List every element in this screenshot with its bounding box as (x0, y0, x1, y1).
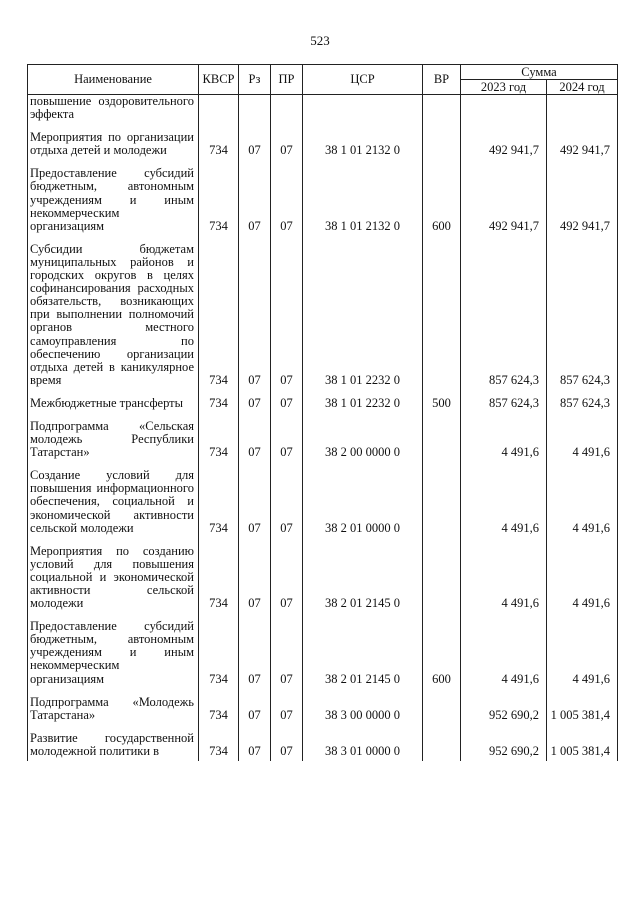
header-sum: Сумма (461, 65, 618, 80)
spacer-cell (461, 236, 547, 243)
spacer-cell (199, 538, 239, 545)
header-name: Наименование (28, 65, 199, 95)
cell-vr (423, 469, 461, 537)
spacer-cell (423, 124, 461, 131)
spacer-cell (199, 462, 239, 469)
page-number: 523 (310, 33, 330, 48)
cell-vr (423, 95, 461, 125)
cell-kvsr: 734 (199, 397, 239, 413)
table-row (28, 696, 618, 725)
spacer-cell (239, 236, 271, 243)
cell-pr: 07 (271, 545, 303, 613)
cell-csr: 38 3 01 0000 0 (303, 732, 423, 761)
cell-vr (423, 732, 461, 761)
spacer-cell (239, 413, 271, 420)
table-row (28, 620, 618, 688)
spacer-cell (271, 689, 303, 696)
cell-s2023: 4 491,6 (461, 620, 547, 688)
header-year-2024: 2024 год (547, 80, 618, 95)
spacer-cell (423, 462, 461, 469)
table-row (28, 131, 618, 160)
cell-s2023: 857 624,3 (461, 243, 547, 390)
cell-s2023: 952 690,2 (461, 732, 547, 761)
cell-s2024: 492 941,7 (547, 131, 618, 160)
spacer-cell (547, 124, 618, 131)
cell-rz: 07 (239, 167, 271, 235)
spacer-cell (461, 413, 547, 420)
cell-kvsr: 734 (199, 167, 239, 235)
spacer-cell (199, 613, 239, 620)
spacer-cell (271, 613, 303, 620)
cell-rz: 07 (239, 732, 271, 761)
cell-kvsr: 734 (199, 469, 239, 537)
spacer-cell (303, 689, 423, 696)
cell-s2023: 4 491,6 (461, 545, 547, 613)
cell-name: Межбюджетные трансферты (28, 397, 199, 413)
cell-name: Развитие государственной молодежной политики в (28, 732, 199, 761)
header-kvsr: КВСР (199, 65, 239, 95)
cell-s2024: 4 491,6 (547, 545, 618, 613)
spacer-cell (303, 538, 423, 545)
table-row (28, 243, 618, 390)
spacer-cell (547, 462, 618, 469)
spacer-cell (271, 124, 303, 131)
cell-s2024: 4 491,6 (547, 420, 618, 462)
cell-pr: 07 (271, 131, 303, 160)
cell-s2024: 857 624,3 (547, 397, 618, 413)
cell-pr (271, 95, 303, 125)
cell-s2024 (547, 95, 618, 125)
spacer-cell (423, 236, 461, 243)
cell-csr (303, 95, 423, 125)
cell-vr (423, 696, 461, 725)
cell-name: Мероприятия по организации отдыха детей и молодежи (28, 131, 199, 160)
spacer-cell (303, 124, 423, 131)
cell-name: Мероприятия по созданию условий для повышения социальной и экономической активности сельской молодежи (28, 545, 199, 613)
cell-csr: 38 2 01 2145 0 (303, 620, 423, 688)
spacer-cell (303, 236, 423, 243)
table-row (28, 420, 618, 462)
cell-pr: 07 (271, 397, 303, 413)
cell-rz (239, 95, 271, 125)
header-vr: ВР (423, 65, 461, 95)
cell-s2024: 1 005 381,4 (547, 696, 618, 725)
cell-kvsr: 734 (199, 131, 239, 160)
cell-csr: 38 2 00 0000 0 (303, 420, 423, 462)
cell-kvsr: 734 (199, 420, 239, 462)
spacer-cell (271, 725, 303, 732)
spacer-cell (199, 236, 239, 243)
spacer-cell (239, 160, 271, 167)
spacer-cell (271, 236, 303, 243)
spacer-cell (423, 725, 461, 732)
cell-rz: 07 (239, 469, 271, 537)
cell-s2023: 857 624,3 (461, 397, 547, 413)
table-row (28, 545, 618, 613)
cell-pr: 07 (271, 469, 303, 537)
cell-rz: 07 (239, 545, 271, 613)
cell-rz: 07 (239, 620, 271, 688)
spacer-cell (199, 689, 239, 696)
cell-s2024: 4 491,6 (547, 469, 618, 537)
spacer-cell (423, 160, 461, 167)
spacer-cell (303, 160, 423, 167)
cell-csr: 38 2 01 2145 0 (303, 545, 423, 613)
spacer-cell (271, 160, 303, 167)
cell-vr (423, 131, 461, 160)
cell-name: Подпрограмма «Молодежь Татарстана» (28, 696, 199, 725)
spacer-cell (271, 462, 303, 469)
cell-pr: 07 (271, 696, 303, 725)
cell-s2023: 4 491,6 (461, 469, 547, 537)
cell-s2024: 4 491,6 (547, 620, 618, 688)
spacer-cell (239, 462, 271, 469)
cell-pr: 07 (271, 732, 303, 761)
cell-s2023: 952 690,2 (461, 696, 547, 725)
cell-name: Подпрограмма «Сельская молодежь Республики Татарстан» (28, 420, 199, 462)
cell-s2023 (461, 95, 547, 125)
spacer-cell (423, 689, 461, 696)
table-header (28, 65, 618, 95)
spacer-cell (199, 124, 239, 131)
spacer-cell (423, 613, 461, 620)
table-row (28, 732, 618, 761)
cell-kvsr: 734 (199, 732, 239, 761)
table-row (28, 167, 618, 235)
cell-vr: 600 (423, 620, 461, 688)
spacer-cell (461, 124, 547, 131)
spacer-cell (303, 413, 423, 420)
spacer-cell (547, 689, 618, 696)
cell-rz: 07 (239, 243, 271, 390)
spacer-cell (547, 725, 618, 732)
cell-s2024: 492 941,7 (547, 167, 618, 235)
spacer-cell (461, 689, 547, 696)
cell-vr (423, 420, 461, 462)
header-rz: Рз (239, 65, 271, 95)
cell-rz: 07 (239, 420, 271, 462)
spacer-cell (423, 413, 461, 420)
header-year-2023: 2023 год (461, 80, 547, 95)
cell-s2023: 492 941,7 (461, 167, 547, 235)
spacer-cell (547, 613, 618, 620)
cell-name: Предоставление субсидий бюджетным, автономным учреждениям и иным некоммерческим организациям (28, 167, 199, 235)
spacer-cell (461, 725, 547, 732)
table-row (28, 397, 618, 413)
header-csr: ЦСР (303, 65, 423, 95)
spacer-cell (199, 413, 239, 420)
spacer-cell (461, 462, 547, 469)
cell-kvsr: 734 (199, 243, 239, 390)
cell-kvsr (199, 95, 239, 125)
cell-s2023: 492 941,7 (461, 131, 547, 160)
cell-kvsr: 734 (199, 696, 239, 725)
cell-pr: 07 (271, 243, 303, 390)
table-row (28, 469, 618, 537)
cell-csr: 38 1 01 2132 0 (303, 131, 423, 160)
cell-rz: 07 (239, 397, 271, 413)
table-row (28, 95, 618, 125)
cell-csr: 38 3 00 0000 0 (303, 696, 423, 725)
spacer-cell (547, 236, 618, 243)
cell-pr: 07 (271, 620, 303, 688)
spacer-cell (547, 538, 618, 545)
spacer-cell (461, 160, 547, 167)
cell-csr: 38 1 01 2232 0 (303, 243, 423, 390)
spacer-cell (239, 538, 271, 545)
cell-vr: 500 (423, 397, 461, 413)
cell-pr: 07 (271, 167, 303, 235)
cell-s2024: 857 624,3 (547, 243, 618, 390)
cell-csr: 38 2 01 0000 0 (303, 469, 423, 537)
spacer-cell (461, 613, 547, 620)
budget-table (27, 64, 618, 761)
cell-pr: 07 (271, 420, 303, 462)
spacer-cell (303, 725, 423, 732)
cell-rz: 07 (239, 696, 271, 725)
spacer-cell (271, 413, 303, 420)
cell-kvsr: 734 (199, 545, 239, 613)
cell-rz: 07 (239, 131, 271, 160)
table-body (28, 95, 618, 762)
spacer-cell (239, 124, 271, 131)
cell-csr: 38 1 01 2232 0 (303, 397, 423, 413)
cell-vr (423, 545, 461, 613)
spacer-cell (239, 689, 271, 696)
cell-kvsr: 734 (199, 620, 239, 688)
cell-csr: 38 1 01 2132 0 (303, 167, 423, 235)
cell-s2024: 1 005 381,4 (547, 732, 618, 761)
header-pr: ПР (271, 65, 303, 95)
spacer-cell (239, 613, 271, 620)
spacer-cell (423, 538, 461, 545)
spacer-cell (199, 160, 239, 167)
cell-name: повышение оздоровительного эффекта (28, 95, 199, 125)
spacer-cell (199, 725, 239, 732)
cell-vr (423, 243, 461, 390)
spacer-cell (239, 725, 271, 732)
cell-name: Субсидии бюджетам муниципальных районов и городских округов в целях софинансирования расходных обязательств, возникающих при выполнении полномочий органов местного самоуправления по обеспечению организации отдыха детей в каникулярное время (28, 243, 199, 390)
cell-vr: 600 (423, 167, 461, 235)
spacer-cell (461, 538, 547, 545)
spacer-cell (303, 462, 423, 469)
cell-name: Предоставление субсидий бюджетным, автономным учреждениям и иным некоммерческим организациям (28, 620, 199, 688)
spacer-cell (547, 413, 618, 420)
spacer-cell (271, 538, 303, 545)
cell-s2023: 4 491,6 (461, 420, 547, 462)
spacer-cell (303, 613, 423, 620)
cell-name: Создание условий для повышения информационного обеспечения, социальной и экономической активности сельской молодежи (28, 469, 199, 537)
spacer-cell (547, 160, 618, 167)
